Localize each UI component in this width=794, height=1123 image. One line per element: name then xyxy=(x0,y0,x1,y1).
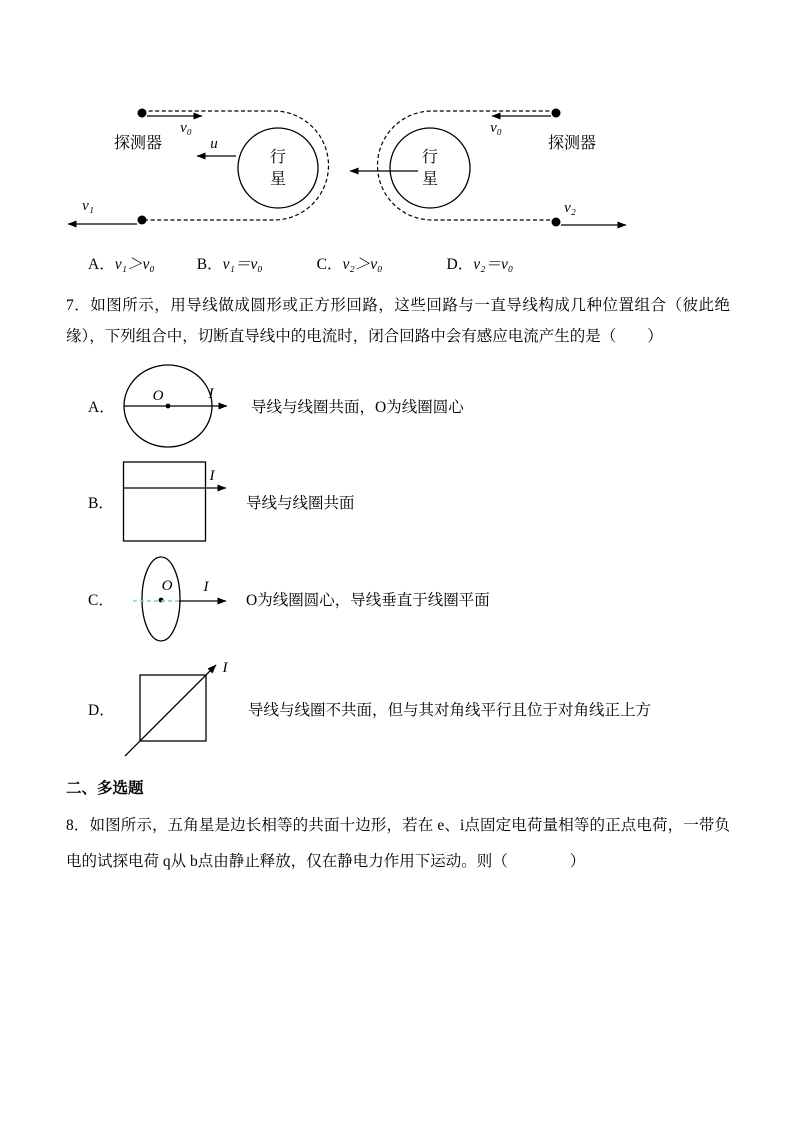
i-label: I xyxy=(208,386,214,402)
q6-option-c xyxy=(317,254,383,276)
q6-option-d xyxy=(447,254,514,276)
coil-perpendicular-diagram xyxy=(122,554,242,644)
current-wire xyxy=(125,665,216,756)
option-expression: v₁＝v₀ xyxy=(222,256,263,273)
planet-label-left-2: 星 xyxy=(269,171,287,188)
probe-dot-bottom-right xyxy=(552,218,561,227)
detector-label-left: 探测器 xyxy=(113,135,163,152)
option-letter: D． xyxy=(88,702,115,719)
planet-label-right-1: 行 xyxy=(421,149,439,166)
option-expression: v₁＞v₀ xyxy=(114,256,155,273)
left-scenario xyxy=(68,109,329,225)
i-label: I xyxy=(222,660,228,676)
q7-option-b xyxy=(88,460,738,544)
probe-dot-bottom-left xyxy=(138,216,147,225)
coil-circle-coplanar-diagram xyxy=(122,360,247,452)
i-label: I xyxy=(209,468,215,484)
detector-label-right: 探测器 xyxy=(547,135,597,152)
coil-square xyxy=(124,462,206,541)
option-letter: C． xyxy=(316,256,343,273)
v1-label: v₁ xyxy=(82,198,94,214)
q7-option-c xyxy=(88,554,738,644)
option-letter: D． xyxy=(446,256,474,273)
v0-label-right: v₀ xyxy=(490,120,502,136)
question-7-text: 7．如图所示，用导线做成圆形或正方形回路，这些回路与一直导线构成几种位置组合（彼此绝缘），下列组合中，切断直导线中的电流时，闭合回路中会有感应电流产生的是（ ） xyxy=(66,297,730,345)
q6-answer-options xyxy=(88,254,738,276)
q7-option-d xyxy=(88,656,738,762)
section-2-heading: 二、多选题 xyxy=(66,780,144,797)
v2-label: v₂ xyxy=(564,200,576,216)
option-letter: B． xyxy=(88,495,114,512)
probe-dot-top-left xyxy=(138,109,147,118)
o-label: O xyxy=(161,578,173,594)
probe-dot-top-right xyxy=(552,109,561,118)
option-caption: 导线与线圈共面，O为线圈圆心 xyxy=(251,399,464,416)
probe-trajectory-left xyxy=(142,111,329,220)
u-label: u xyxy=(210,136,218,152)
option-caption: 导线与线圈共面 xyxy=(246,495,355,512)
coil-square-coplanar-diagram xyxy=(122,460,242,544)
o-label: O xyxy=(152,388,164,404)
option-expression: v₂＝v₀ xyxy=(473,256,514,273)
question-8-text: 8．如图所示，五角星是边长相等的共面十边形，若在 e、i点固定电荷量相等的正点电荷，一带负电的试探电荷 q从 b点由静止释放，仅在静电力作用下运动。则（ ） xyxy=(66,817,730,871)
right-scenario xyxy=(350,109,626,227)
planet-circle-left xyxy=(238,128,318,208)
v0-label-left: v₀ xyxy=(180,120,192,136)
coil-diagonal-wire-diagram xyxy=(122,656,244,762)
gravity-assist-figure xyxy=(50,98,710,248)
planet-label-right-2: 星 xyxy=(421,171,439,188)
option-expression: v₂＞v₀ xyxy=(342,256,383,273)
option-letter: A． xyxy=(88,256,115,273)
option-letter: C． xyxy=(88,592,114,609)
q7-option-a xyxy=(88,360,738,452)
option-letter: B． xyxy=(196,256,223,273)
q6-option-b xyxy=(197,254,263,276)
option-letter: A． xyxy=(88,399,115,416)
option-caption: 导线与线圈不共面，但与其对角线平行且位于对角线正上方 xyxy=(248,702,652,719)
probe-trajectory-right xyxy=(377,111,556,220)
q6-option-a xyxy=(88,254,155,276)
planet-circle-right xyxy=(390,128,470,208)
option-caption: O为线圈圆心，导线垂直于线圈平面 xyxy=(246,592,490,609)
planet-label-left-1: 行 xyxy=(269,149,287,166)
i-label: I xyxy=(203,579,209,595)
